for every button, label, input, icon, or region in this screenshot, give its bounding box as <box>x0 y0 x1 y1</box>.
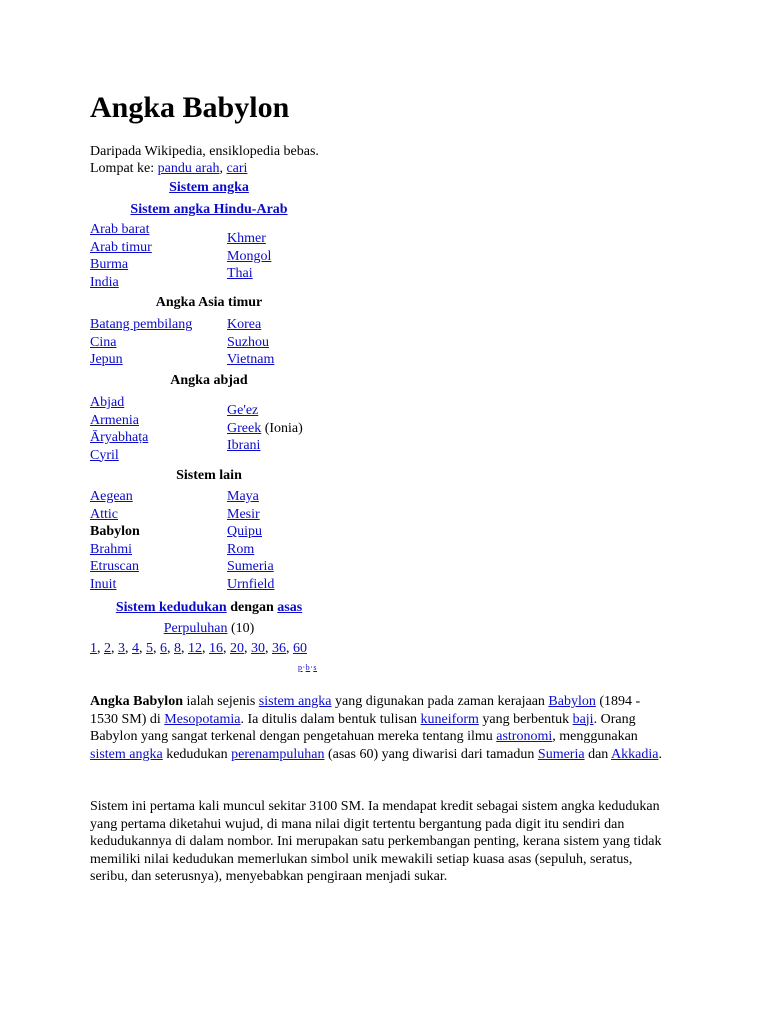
talk-link[interactable]: b <box>305 663 311 672</box>
base-link-item[interactable]: 5 <box>146 641 153 656</box>
view-talk-edit-links: p·b·s <box>298 663 317 672</box>
paragraph-text: . Orang Babylon yang sangat terkenal dengan pengetahuan mereka tentang ilmu <box>90 711 636 744</box>
east-asian-heading: Angka Asia timur <box>155 295 263 310</box>
base-link-item[interactable]: 30 <box>251 641 265 656</box>
navigation-link[interactable]: pandu arah <box>157 161 220 176</box>
decimal-base-note: (10) <box>227 621 255 636</box>
list-item[interactable]: Brahmi <box>90 541 132 557</box>
east-asian-left-list <box>90 316 192 369</box>
base-link-item[interactable]: 36 <box>272 641 286 656</box>
base-list: 1, 2, 3, 4, 5, 6, 8, 12, 16, 20, 30, 36, 60 <box>90 641 307 656</box>
list-item[interactable]: Inuit <box>90 576 117 592</box>
base-link-item[interactable]: 6 <box>160 641 167 656</box>
paragraph-text: , menggunakan <box>552 729 638 744</box>
list-item[interactable]: Quipu <box>227 524 262 539</box>
list-item[interactable]: Maya <box>227 489 259 504</box>
list-item[interactable]: Thai <box>227 266 253 281</box>
other-systems-right-list <box>227 488 274 593</box>
list-item[interactable]: Jepun <box>90 352 123 367</box>
base-link-item[interactable]: 20 <box>230 641 244 656</box>
base-link-item[interactable]: 1 <box>90 641 97 656</box>
alphabetic-left-list <box>90 394 148 464</box>
list-item[interactable]: Arab timur <box>90 239 152 255</box>
paragraph-text: ialah sejenis <box>182 694 259 709</box>
list-item[interactable]: Khmer <box>227 231 266 246</box>
list-item[interactable]: Ibrani <box>227 438 261 453</box>
list-item[interactable]: Batang pembilang <box>90 317 193 332</box>
hindu-arab-heading <box>80 202 338 218</box>
list-item[interactable]: Attic <box>90 506 118 522</box>
navbox-header <box>80 180 338 196</box>
search-link[interactable]: cari <box>226 161 248 176</box>
paragraph-text: yang digunakan pada zaman kerajaan <box>331 694 549 709</box>
sexagesimal-link[interactable]: perenampuluhan <box>231 746 325 762</box>
babylon-link[interactable]: Babylon <box>548 694 596 709</box>
list-item[interactable]: Abjad <box>90 395 125 410</box>
with-text: dengan <box>226 600 278 615</box>
ionia-note: (Ionia) <box>261 420 303 436</box>
decimal-link[interactable]: Perpuluhan <box>163 621 228 636</box>
numeral-systems-link[interactable]: Sistem angka <box>169 180 249 195</box>
base-link-item[interactable]: 4 <box>132 641 139 656</box>
paragraph-text: kedudukan <box>162 746 232 762</box>
from-wikipedia-text: Daripada Wikipedia, ensiklopedia bebas. <box>90 144 319 159</box>
positional-systems-heading <box>80 600 338 616</box>
history-paragraph: Sistem ini pertama kali muncul sekitar 3100 SM. Ia mendapat kredit sebagai sistem angka kedudukan yang pertama diketahui wujud, di mana nilai digit tertentu bergantung pada digit itu sendiri dan kedudukannya di dalam nombor. Ini merupakan satu perkembangan penting, kerana sistem yang tidak memiliki nilai kedudukan memerlukan simbol unik mewakili setiap kuasa asas (sepuluh, seratus, seribu, dan seterusnya), menyebabkan pengiraan menjadi sukar. <box>90 799 662 884</box>
astronomy-link[interactable]: astronomi <box>496 729 553 744</box>
list-item[interactable]: Suzhou <box>227 334 269 350</box>
list-item[interactable]: Burma <box>90 257 129 272</box>
list-item[interactable]: Vietnam <box>227 352 275 367</box>
article-subject: Angka Babylon <box>90 694 183 709</box>
view-link[interactable]: p <box>298 663 303 672</box>
base-link-item[interactable]: 3 <box>118 641 125 656</box>
list-item[interactable]: Rom <box>227 541 255 557</box>
alphabetic-right-list <box>227 402 303 455</box>
greek-link[interactable]: Greek <box>227 420 262 436</box>
paragraph-text: dan <box>584 746 612 762</box>
page-title: Angka Babylon <box>90 91 290 124</box>
list-item[interactable]: Arab barat <box>90 222 150 237</box>
positional-systems-link[interactable]: Sistem kedudukan <box>115 600 227 615</box>
list-item[interactable]: Korea <box>227 317 262 332</box>
list-item[interactable]: India <box>90 274 119 290</box>
list-item[interactable]: Aegean <box>90 489 133 504</box>
hindu-arab-right-list <box>227 230 271 283</box>
list-item[interactable]: Ge'ez <box>227 403 259 418</box>
list-item[interactable]: Sumeria <box>227 559 274 574</box>
mesopotamia-link[interactable]: Mesopotamia <box>164 711 241 727</box>
other-systems-heading: Sistem lain <box>176 468 242 483</box>
list-item[interactable]: Armenia <box>90 412 139 428</box>
paragraph-text: (asas 60) yang diwarisi dari tamadun <box>324 746 538 762</box>
decimal-line <box>80 621 338 637</box>
jump-to-line <box>90 160 247 177</box>
list-item[interactable]: Āryabhaṭa <box>90 430 149 445</box>
base-link-item[interactable]: 2 <box>104 641 111 656</box>
paragraph-text: (1894 - 1530 SM) di <box>90 694 641 727</box>
base-link[interactable]: asas <box>277 600 303 615</box>
base-link-item[interactable]: 8 <box>174 641 181 656</box>
base-link-item[interactable]: 16 <box>209 641 223 656</box>
paragraph-text: yang berbentuk <box>478 711 573 727</box>
jump-label: Lompat ke: <box>90 161 158 176</box>
jump-separator: , <box>219 161 227 176</box>
edit-link[interactable]: s <box>313 663 317 672</box>
sumer-link[interactable]: Sumeria <box>537 746 585 762</box>
hindu-arab-left-list <box>90 221 152 291</box>
east-asian-right-list <box>227 316 274 369</box>
intro-paragraph <box>90 693 670 763</box>
alphabetic-heading: Angka abjad <box>170 373 248 388</box>
other-systems-left-list <box>90 488 140 593</box>
list-item[interactable]: Mongol <box>227 248 272 264</box>
list-item[interactable]: Urnfield <box>227 576 275 592</box>
current-page-item: Babylon <box>90 524 140 539</box>
cuneiform-link[interactable]: kuneiform <box>420 711 479 727</box>
list-item[interactable]: Cina <box>90 334 117 350</box>
numeral-system-link-2[interactable]: sistem angka <box>90 746 163 762</box>
list-item[interactable]: Cyril <box>90 447 119 463</box>
base-link-item[interactable]: 12 <box>188 641 202 656</box>
hindu-arab-link[interactable]: Sistem angka Hindu-Arab <box>130 202 288 217</box>
numeral-system-link[interactable]: sistem angka <box>258 694 332 709</box>
base-link-item[interactable]: 60 <box>293 641 307 656</box>
wedge-link[interactable]: baji <box>572 711 594 727</box>
akkad-link[interactable]: Akkadia <box>611 746 659 762</box>
list-item[interactable]: Etruscan <box>90 559 139 574</box>
list-item[interactable]: Mesir <box>227 506 260 522</box>
paragraph-text: . Ia ditulis dalam bentuk tulisan <box>240 711 421 727</box>
paragraph-text: . <box>658 746 662 762</box>
